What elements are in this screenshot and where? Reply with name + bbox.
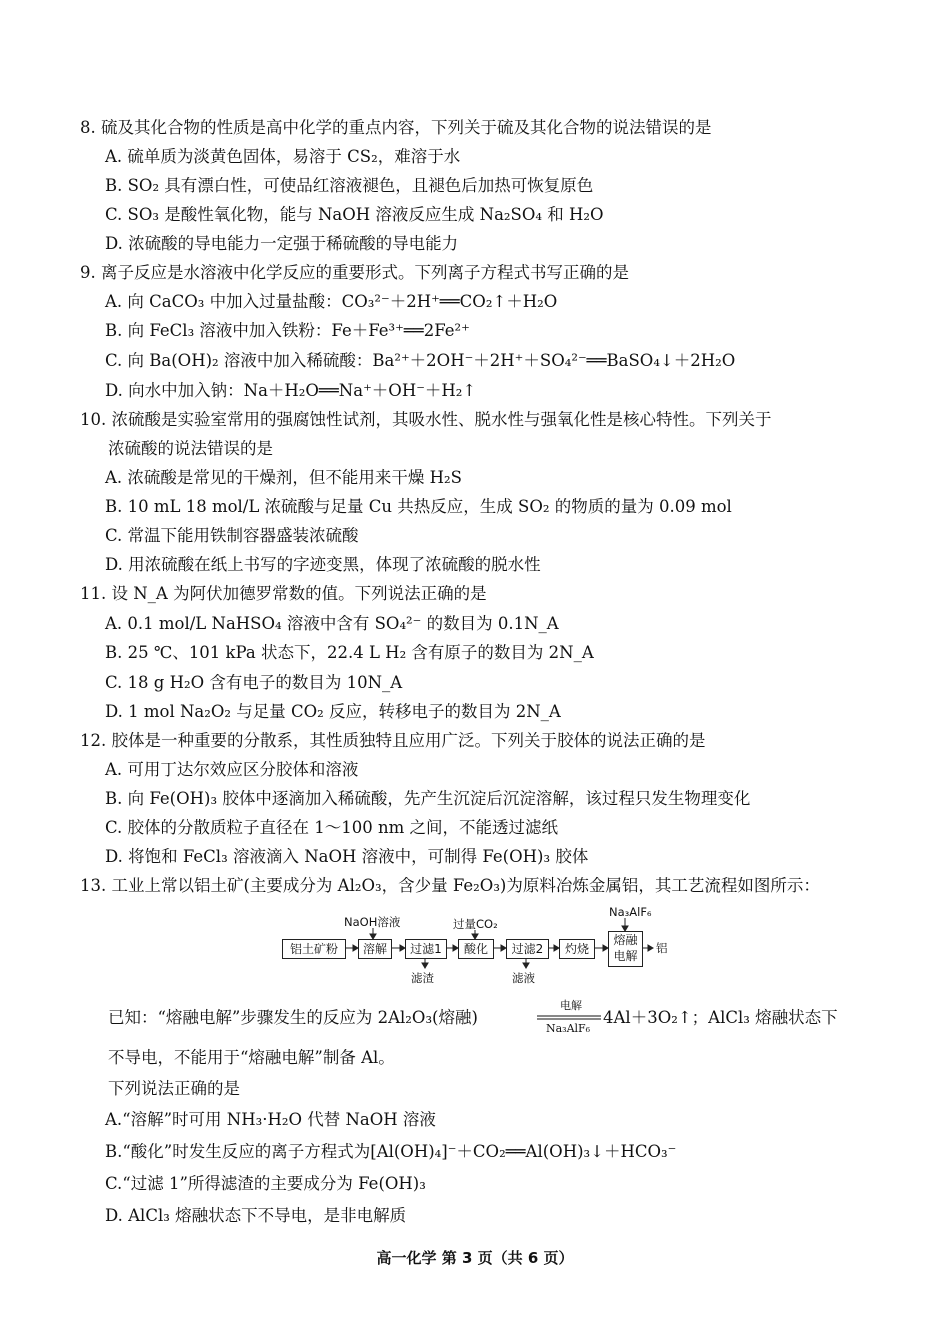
q13-stem: 13. 工业上常以铝土矿(主要成分为 Al₂O₃，含少量 Fe₂O₃)为原料冶炼金属铝，其工艺流程如图所示：: [80, 876, 820, 895]
flow-box-filter1: 过滤1: [405, 939, 447, 959]
q12-option-d: D. 将饱和 FeCl₃ 溶液滴入 NaOH 溶液中，可制得 Fe(OH)₃ 胶体: [105, 847, 589, 866]
q10-option-c: C. 常温下能用铁制容器盛装浓硫酸: [105, 526, 359, 545]
flow-box-dissolve: 溶解: [358, 939, 392, 959]
q9-stem: 9. 离子反应是水溶液中化学反应的重要形式。下列离子方程式书写正确的是: [80, 263, 629, 282]
flow-input-cryolite: Na₃AlF₆: [609, 905, 652, 919]
q13-known-part2: 4Al＋3O₂↑；AlCl₃ 熔融状态下: [603, 1008, 838, 1027]
q12-option-a: A. 可用丁达尔效应区分胶体和溶液: [105, 760, 359, 779]
flow-box-filter2: 过滤2: [506, 939, 549, 959]
q10-option-d: D. 用浓硫酸在纸上书写的字迹变黑，体现了浓硫酸的脱水性: [105, 555, 541, 574]
q10-stem: 10. 浓硫酸是实验室常用的强腐蚀性试剂，其吸水性、脱水性与强氧化性是核心特性。下列关于: [80, 410, 772, 429]
q11-option-c: C. 18 g H₂O 含有电子的数目为 10N_A: [105, 673, 403, 692]
q11-option-b: B. 25 ℃、101 kPa 状态下，22.4 L H₂ 含有原子的数目为 2N_A: [105, 643, 594, 662]
q13-option-d: D. AlCl₃ 熔融状态下不导电，是非电解质: [105, 1206, 407, 1225]
q13-option-b: B.“酸化”时发生反应的离子方程式为[Al(OH)₄]⁻＋CO₂══Al(OH)₃↓＋HCO₃⁻: [105, 1142, 677, 1161]
q8-option-d: D. 浓硫酸的导电能力一定强于稀硫酸的导电能力: [105, 234, 459, 253]
flow-box-electrolysis-line1: 熔融: [613, 933, 638, 947]
q10-option-a: A. 浓硫酸是常见的干燥剂，但不能用来干燥 H₂S: [105, 468, 462, 487]
q10-option-b: B. 10 mL 18 mol/L 浓硫酸与足量 Cu 共热反应，生成 SO₂ 的物质的量为 0.09 mol: [105, 497, 732, 516]
q9-option-a: A. 向 CaCO₃ 中加入过量盐酸：CO₃²⁻＋2H⁺══CO₂↑＋H₂O: [105, 292, 558, 311]
flow-output-filtrate: 滤液: [512, 971, 535, 985]
q10-stem-cont: 浓硫酸的说法错误的是: [108, 439, 273, 458]
q13-option-c: C.“过滤 1”所得滤渣的主要成分为 Fe(OH)₃: [105, 1174, 426, 1193]
page-footer: 高一化学 第 3 页（共 6 页）: [376, 1249, 574, 1267]
flow-input-naoh: NaOH溶液: [344, 915, 401, 929]
q11-option-a: A. 0.1 mol/L NaHSO₄ 溶液中含有 SO₄²⁻ 的数目为 0.1N_A: [105, 614, 559, 633]
flow-product-aluminum: 铝: [656, 941, 668, 955]
flow-box-calcine: 灼烧: [559, 939, 595, 959]
q13-condition-top: 电解: [560, 999, 582, 1012]
flow-output-residue: 滤渣: [411, 971, 434, 985]
q12-option-b: B. 向 Fe(OH)₃ 胶体中逐滴加入稀硫酸，先产生沉淀后沉淀溶解，该过程只发生物理变化: [105, 789, 751, 808]
flow-box-bauxite: 铝土矿粉: [282, 939, 346, 959]
q9-option-d: D. 向水中加入钠：Na＋H₂O══Na⁺＋OH⁻＋H₂↑: [105, 381, 477, 400]
q11-stem: 11. 设 N_A 为阿伏加德罗常数的值。下列说法正确的是: [80, 584, 487, 603]
q13-prompt: 下列说法正确的是: [108, 1079, 240, 1098]
q13-known-part1: 已知：“熔融电解”步骤发生的反应为 2Al₂O₃(熔融): [108, 1008, 478, 1027]
q13-known-cont: 不导电，不能用于“熔融电解”制备 Al。: [108, 1048, 395, 1067]
flow-input-co2: 过量CO₂: [453, 917, 498, 931]
flow-box-electrolysis: [608, 931, 643, 967]
q13-option-a: A.“溶解”时可用 NH₃·H₂O 代替 NaOH 溶液: [105, 1110, 436, 1129]
q13-reaction-equals-sign: [537, 1015, 601, 1021]
q8-option-c: C. SO₃ 是酸性氧化物，能与 NaOH 溶液反应生成 Na₂SO₄ 和 H₂O: [105, 205, 604, 224]
q8-stem: 8. 硫及其化合物的性质是高中化学的重点内容，下列关于硫及其化合物的说法错误的是: [80, 118, 712, 137]
q9-option-c: C. 向 Ba(OH)₂ 溶液中加入稀硫酸：Ba²⁺＋2OH⁻＋2H⁺＋SO₄²⁻══BaSO₄↓＋2H₂O: [105, 351, 736, 370]
flow-box-electrolysis-line2: 电解: [613, 949, 638, 963]
q9-option-b: B. 向 FeCl₃ 溶液中加入铁粉：Fe＋Fe³⁺══2Fe²⁺: [105, 321, 470, 340]
flow-box-acidify: 酸化: [458, 939, 494, 959]
q12-option-c: C. 胶体的分散质粒子直径在 1～100 nm 之间，不能透过滤纸: [105, 818, 559, 837]
q11-option-d: D. 1 mol Na₂O₂ 与足量 CO₂ 反应，转移电子的数目为 2N_A: [105, 702, 561, 721]
q8-option-b: B. SO₂ 具有漂白性，可使品红溶液褪色，且褪色后加热可恢复原色: [105, 176, 594, 195]
q8-option-a: A. 硫单质为淡黄色固体，易溶于 CS₂，难溶于水: [105, 147, 461, 166]
q13-condition-bottom: Na₃AlF₆: [546, 1022, 591, 1035]
q12-stem: 12. 胶体是一种重要的分散系，其性质独特且应用广泛。下列关于胶体的说法正确的是: [80, 731, 706, 750]
